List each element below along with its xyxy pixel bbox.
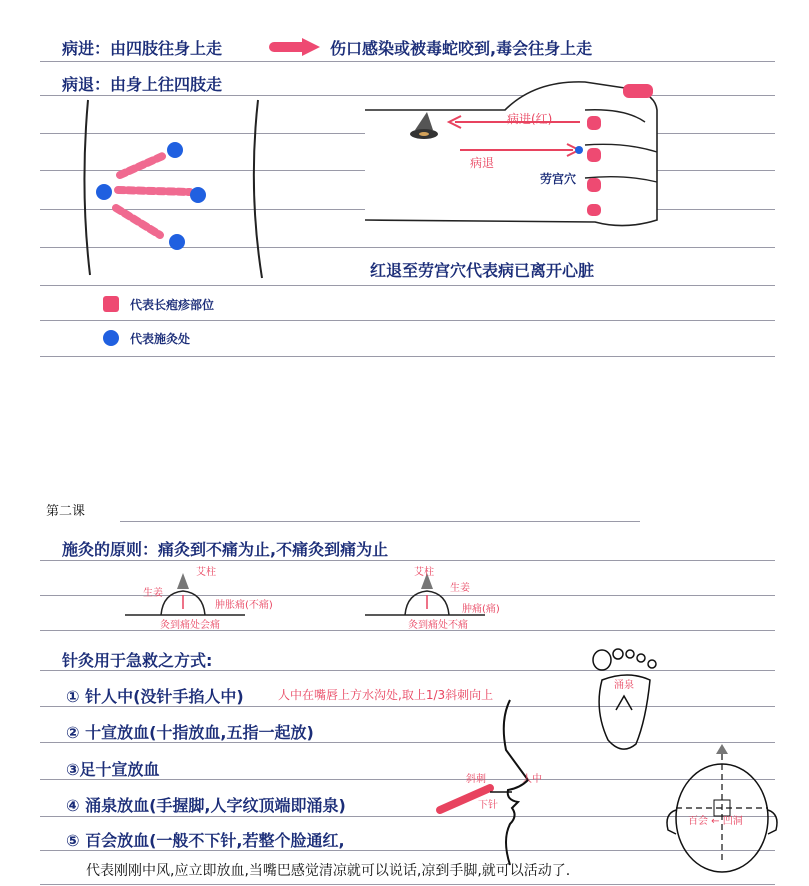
legend-blue-label: 代表施灸处 <box>130 332 191 346</box>
d1-left-label: 生姜 <box>143 588 163 599</box>
moxa-dot-icon <box>167 142 183 158</box>
ruled-line <box>40 320 775 321</box>
d1-right-label: 肿胀痛(不痛) <box>215 600 273 611</box>
d2-left-label: 生姜 <box>450 583 470 594</box>
first-aid-item-3: ③足十宣放血 <box>66 760 160 779</box>
ruled-line <box>120 521 640 522</box>
first-aid-item-4: ④ 涌泉放血(手握脚,人字纹顶端即涌泉) <box>66 796 346 815</box>
head-top-diagram <box>662 740 792 880</box>
legend-blue-marker <box>103 330 119 346</box>
hand-diagram <box>365 70 675 240</box>
hand-advance-label: 病进(红) <box>507 112 553 126</box>
laogong-label: 劳宫穴 <box>540 172 577 186</box>
face-label-2: 人中 <box>522 774 542 785</box>
ruled-line <box>40 285 775 286</box>
head-label: 百会 ← 凹洞 <box>688 816 743 827</box>
d1-top-label: 艾柱 <box>196 567 216 578</box>
moxa-dot-icon <box>96 184 112 200</box>
ruled-line <box>40 884 775 885</box>
d1-bottom-label: 灸到痛处会痛 <box>160 620 220 631</box>
d2-bottom-label: 灸到痛处不痛 <box>408 620 468 631</box>
infection-note: 伤口感染或被毒蛇咬到,毒会往身上走 <box>330 39 593 58</box>
foot-sole-diagram <box>588 640 668 760</box>
moxa-dot-icon <box>169 234 185 250</box>
face-label-3: 下针 <box>478 800 498 811</box>
legend-red-label: 代表长疱疹部位 <box>130 298 215 312</box>
face-label-1: 斜刺 <box>466 774 486 785</box>
legend-red-marker <box>103 296 119 312</box>
first-aid-title: 针灸用于急救之方式: <box>62 651 213 670</box>
first-aid-item-1: ① 针人中(没针手掐人中) <box>66 687 244 706</box>
ruled-line <box>40 356 775 357</box>
face-profile-diagram <box>440 700 550 870</box>
pink-arrow-icon <box>272 36 322 58</box>
disease-advance-text: 病进：由四肢往身上走 <box>62 39 223 58</box>
first-aid-item-5-cont: 代表刚刚中风,应立即放血,当嘴巴感觉清凉就可以说话,凉到手脚,就可以活动了. <box>86 863 571 879</box>
d2-right-label: 肿痛(痛) <box>462 604 500 615</box>
d2-top-label: 艾柱 <box>414 567 434 578</box>
first-aid-item-5: ⑤ 百会放血(一般不下针,若整个脸通红, <box>66 831 345 850</box>
lesson-header: 第二课 <box>46 504 86 519</box>
hand-retreat-label: 病退 <box>470 156 495 170</box>
disease-retreat-text: 病退：由身上往四肢走 <box>62 75 223 94</box>
first-aid-item-2: ② 十宣放血(十指放血,五指一起放) <box>66 723 314 742</box>
ruled-line <box>40 560 775 561</box>
ruled-line <box>40 61 775 62</box>
moxa-principle: 施灸的原则：痛灸到不痛为止,不痛灸到痛为止 <box>62 540 389 559</box>
moxa-dot-icon <box>190 187 206 203</box>
first-aid-item-1-note: 人中在嘴唇上方水沟处,取上1/3斜刺向上 <box>278 688 494 702</box>
foot-label: 涌泉 <box>614 680 634 691</box>
limb-diagram <box>80 100 270 280</box>
hand-caption: 红退至劳宫穴代表病已离开心脏 <box>370 261 595 280</box>
